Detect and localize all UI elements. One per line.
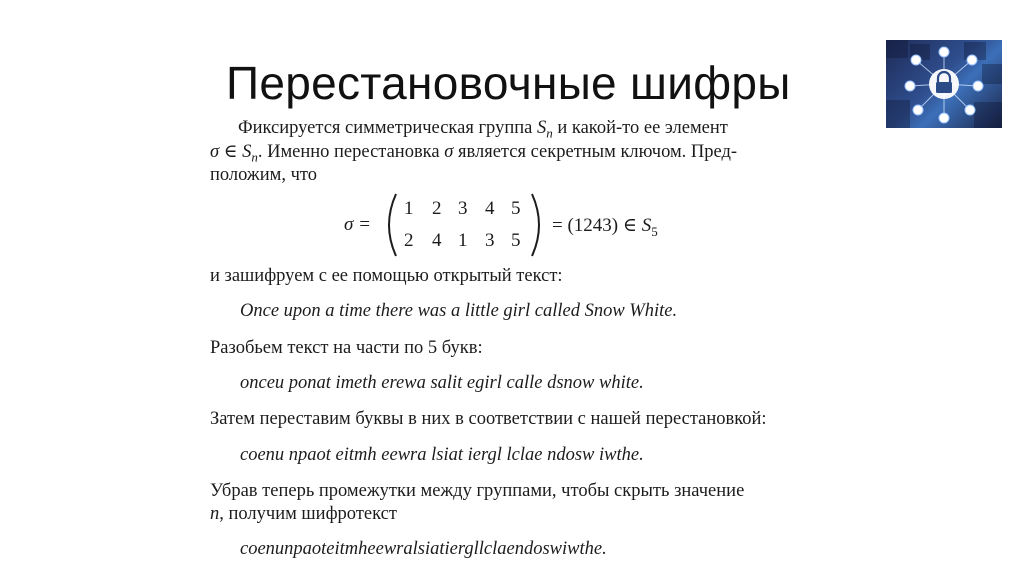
formula-rhs: = (1243) ∈ $S_5$ xyxy=(552,215,658,239)
paragraph-line-1: Фиксируется симметрическая группа $S_n$ и какой-то ее элемент xyxy=(238,118,728,141)
permuted-blocks: coenu npaot eitmh eewra lsiat iergl lclae ndosw iwthe. xyxy=(240,445,644,465)
plaintext-blocks: onceu ponat imeth erewa salit egirl calle dsnow white. xyxy=(240,373,644,393)
formula-lhs: σ = xyxy=(344,214,371,235)
plaintext: Once upon a time there was a little girl called Snow White. xyxy=(240,301,678,321)
security-lock-icon xyxy=(886,40,1002,128)
text-remove-gaps-line-2: n, получим шифротекст xyxy=(210,504,397,524)
text-remove-gaps-line-1: Убрав теперь промежутки между группами, чтобы скрыть значение xyxy=(210,481,745,501)
text-encrypt-intro: и зашифруем с ее помощью открытый текст: xyxy=(210,266,563,286)
math-symbol-group: $S_n$ xyxy=(536,118,553,141)
left-paren xyxy=(380,192,400,258)
paragraph-line-3: положим, что xyxy=(210,165,317,185)
permutation-formula: σ = 1 2 3 4 5 2 4 1 3 5 = (1243) ∈ $S_5$ xyxy=(342,192,682,258)
text-permute-intro: Затем переставим буквы в них в соответствии с нашей перестановкой: xyxy=(210,409,767,429)
slide-title: Перестановочные шифры xyxy=(226,57,791,109)
paragraph-line-2: σ ∈ $S_n$. Именно перестановка σ является секретным ключом. Пред- xyxy=(210,142,738,165)
ciphertext: coenunpaoteitmheewralsiatiergllclaendoswiwthe. xyxy=(240,539,607,559)
text-split-intro: Разобьем текст на части по 5 букв: xyxy=(210,338,483,358)
right-paren xyxy=(528,192,548,258)
